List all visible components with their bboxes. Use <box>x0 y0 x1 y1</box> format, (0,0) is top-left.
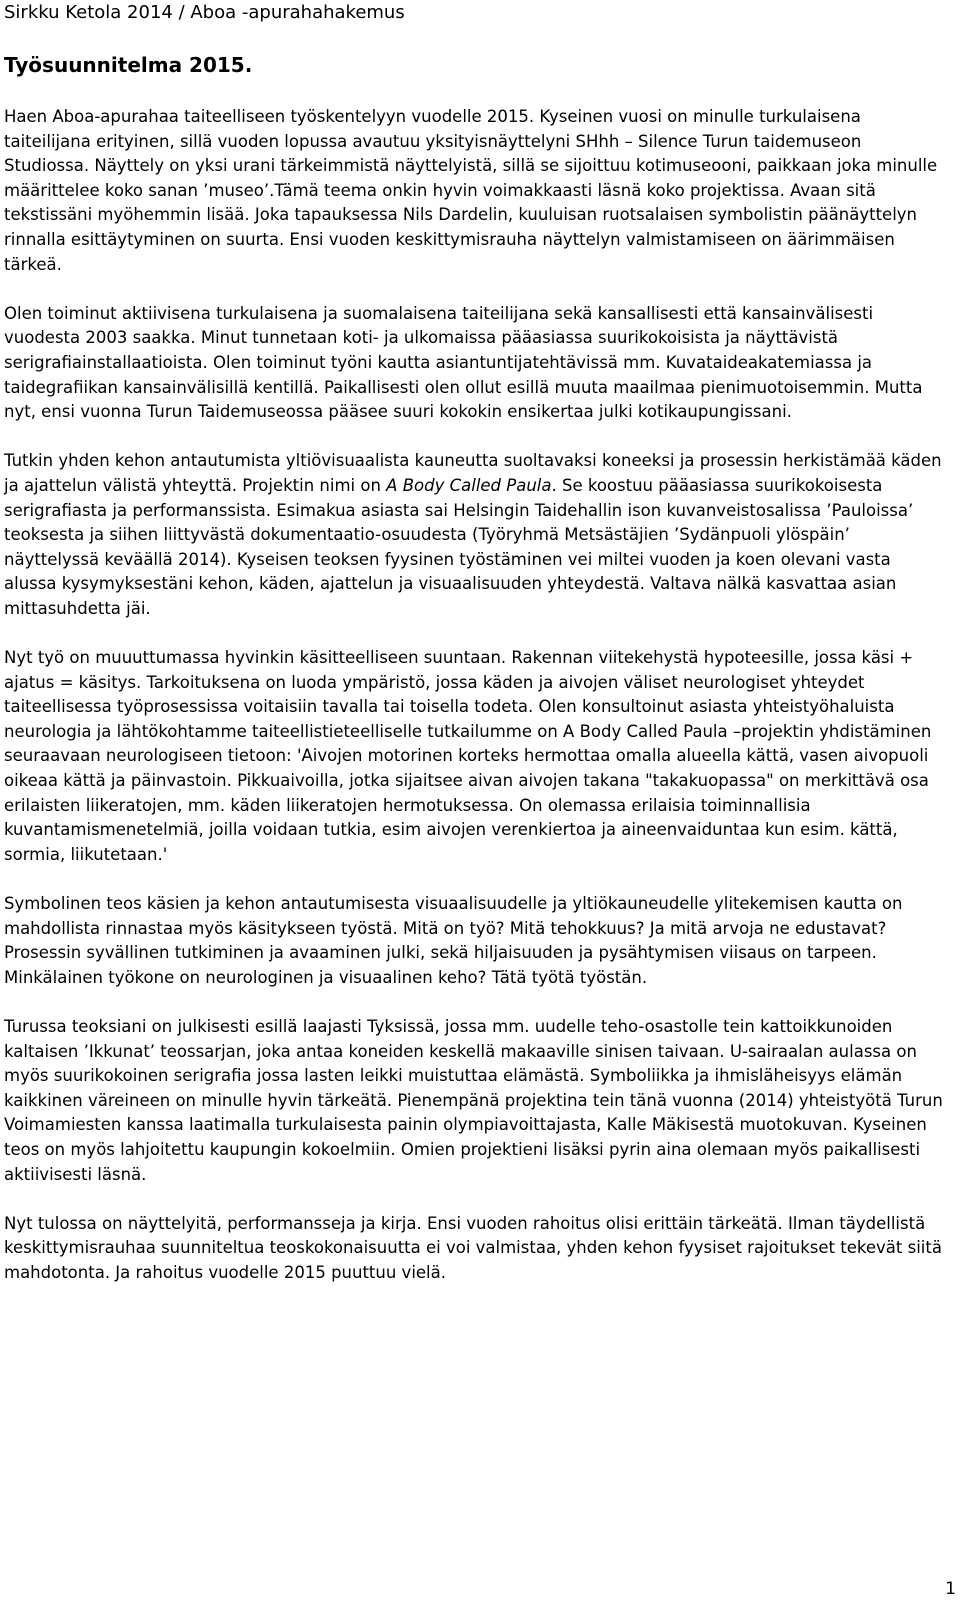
paragraph-4: Nyt työ on muuuttumassa hyvinkin käsitteelliseen suuntaan. Rakennan viitekehystä hypoteesille, jossa käsi + ajatus = käsitys. Tarkoituksena on luoda ympäristö, jossa käden ja aivojen väliset neurologiset yhteydet taiteellisessa työprosessissa voitaisiin tavalla tai toisella todeta. Olen konsultoinut asiasta yhteistyöhaluista neurologia ja lähtökohtamme taiteellistieteelliselle tutkailumme on A Body Called Paula –projektin yhdistäminen seuraavaan neurologiseen tietoon: 'Aivojen motorinen korteks hermottaa omalla alueella kättä, vasen aivopuoli oikeaa kättä ja päinvastoin. Pikkuaivoilla, jotka sijaitsee aivan aivojen takana "takakuopassa" on merkittävä osa erilaisten liikeratojen, mm. käden liikeratojen hermotuksessa. On olemassa erilaisia toiminnallisia kuvantamismenetelmiä, joilla voidaan tutkia, esim aivojen verenkiertoa ja aineenvaiduntaa kun esim. kättä, sormia, liikutetaan.' <box>4 648 932 864</box>
paragraph-2: Olen toiminut aktiivisena turkulaisena ja suomalaisena taiteilijana sekä kansallisesti että kansainvälisesti vuodesta 2003 saakka. Minut tunnetaan koti- ja ulkomaissa pääasiassa suurikokoisista ja näyttävistä serigrafiainstallaatioista. Olen toiminut työni kautta asiantuntijatehtävissä mm. Kuvataideakatemiassa ja taidegrafiikan kansainvälisillä kentillä. Paikallisesti olen ollut esillä muuta maailmaa pienimuotoisemmin. Mutta nyt, ensi vuonna Turun Taidemuseossa pääsee suuri kokokin ensikertaa julki kotikaupungissani. <box>4 303 923 422</box>
running-header: Sirkku Ketola 2014 / Aboa -apurahahakemus <box>4 2 405 23</box>
paragraph-7: Nyt tulossa on näyttelyitä, performansseja ja kirja. Ensi vuoden rahoitus olisi erittäin tärkeätä. Ilman täydellistä keskittymisrauhaa suunniteltua teoskokonaisuutta ei voi valmistaa, yhden kehon fyysiset rajoitukset tekevät siitä mahdotonta. Ja rahoitus vuodelle 2015 puuttuu vielä. <box>4 1213 942 1282</box>
document-title: Työsuunnitelma 2015. <box>4 53 253 77</box>
page-number: 1 <box>945 1579 956 1599</box>
paragraph-3-part-1: Tutkin yhden kehon antautumista yltiövisuaalista kauneutta suoltavaksi koneeksi ja prosessin herkistämää käden ja ajattelun välistä yhteyttä. Projektin nimi on <box>4 451 942 495</box>
paragraph-6: Turussa teoksiani on julkisesti esillä laajasti Tyksissä, jossa mm. uudelle teho-osastolle tein kattoikkunoiden kaltaisen ’Ikkunat’ teossarjan, joka antaa koneiden keskellä makaaville sinisen taivaan. U-sairaalan aulassa on myös suurikokoinen serigrafia jossa lasten leikki muistuttaa elämästä. Symboliikka ja ihmisläheisyys elämän kaikkinen väreineen on minulle hyvin tärkeätä. Pienempänä projektina tein tänä vuonna (2014) yhteistyötä Turun Voimamiesten kanssa laatimalla turkulaisesta painin olympiavoittajasta, Kalle Mäkisestä muotokuvan. Kyseinen teos on myös lahjoitettu kaupungin kokoelmiin. Omien projektieni lisäksi pyrin aina olemaan myös paikallisesti aktiivisesti läsnä. <box>4 1016 943 1184</box>
project-name-italic: A Body Called Paula <box>386 475 552 495</box>
document-body <box>4 105 944 1310</box>
paragraph-5: Symbolinen teos käsien ja kehon antautumisesta visuaalisuudelle ja yltiökauneudelle ylitekemisen kautta on mahdollista rinnastaa myös käsitykseen työstä. Mitä on työ? Mitä tehokkuus? Ja mitä arvoja ne edustavat? Prosessin syvällinen tutkiminen ja avaaminen julki, sekä hiljaisuuden ja pysähtymisen viisaus on tarpeen. Minkälainen työkone on neurologinen ja visuaalinen keho? Tätä työtä työstän. <box>4 894 903 987</box>
paragraph-3 <box>4 449 944 621</box>
paragraph-1: Haen Aboa-apurahaa taiteelliseen työskentelyyn vuodelle 2015. Kyseinen vuosi on minulle turkulaisena taiteilijana erityinen, sillä vuoden lopussa avautuu yksityisnäyttelyni SHhh – Silence Turun taidemuseon Studiossa. Näyttely on yksi urani tärkeimmistä näyttelyistä, sillä se sijoittuu kotimuseooni, paikkaan joka minulle määrittelee koko sanan ’museo’.Tämä teema onkin hyvin voimakkaasti läsnä koko projektissa. Avaan sitä tekstissäni myöhemmin lisää. Joka tapauksessa Nils Dardelin, kuuluisan ruotsalaisen symbolistin päänäyttelyn rinnalla esittäytyminen on suurta. Ensi vuoden keskittymisrauha näyttelyn valmistamiseen on äärimmäisen tärkeä. <box>4 107 938 274</box>
paragraph-3-part-2: . Se koostuu pääasiassa suurikokoisesta serigrafiasta ja performanssista. Esimakua asiasta sai Helsingin Taidehallin ison kuvanveistosalissa ’Pauloissa’ teoksesta ja siihen liittyvästä dokumentaatio-osuudesta (Työryhmä Metsästäjien ’Sydänpuoli ylöspäin’ näyttelyssä keväällä 2014). Kyseisen teoksen fyysinen työstäminen vei miltei vuoden ja koen olevani vasta alussa kysymyksestäni kehon, käden, ajattelun ja visuaalisuuden yhteydestä. Valtava nälkä kasvattaa asian mittasuhdetta jäi. <box>4 475 914 618</box>
